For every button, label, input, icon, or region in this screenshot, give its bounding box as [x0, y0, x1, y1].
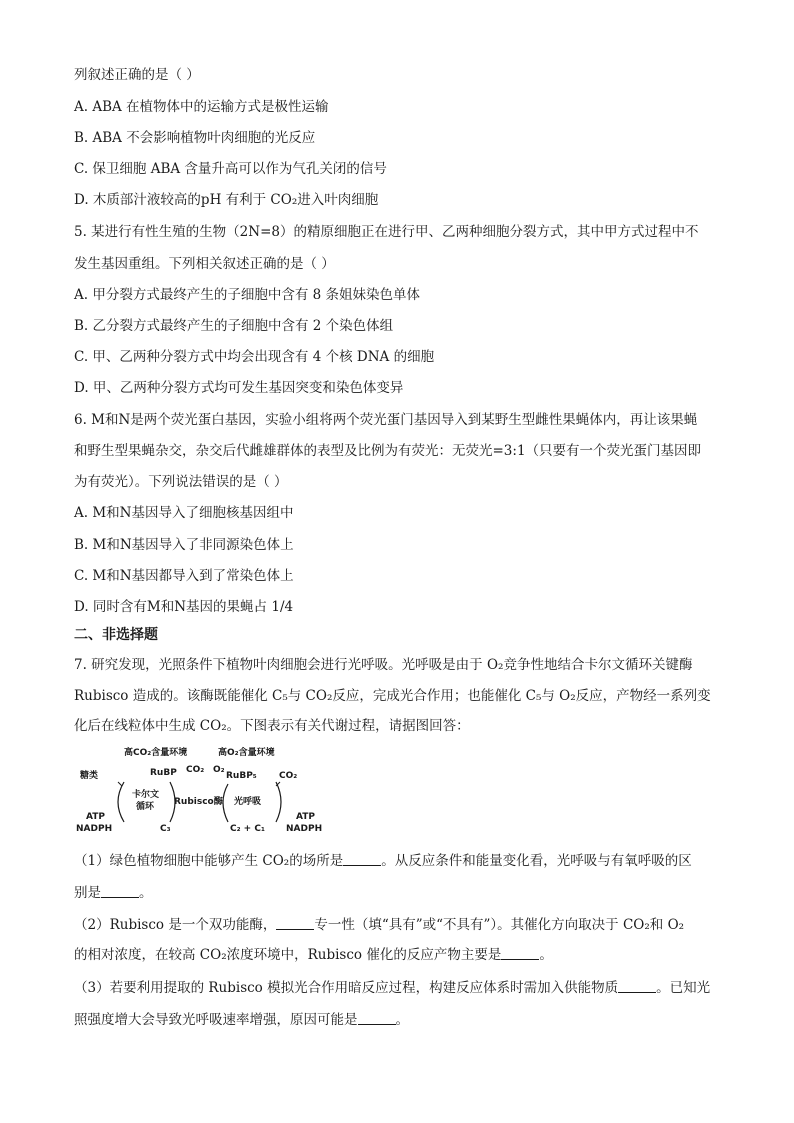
label-nadph-left: NADPH — [76, 824, 113, 834]
q6-option-c: C. M和N基因都导入到了常染色体上 — [74, 568, 294, 584]
arc-left-outer — [118, 782, 124, 822]
label-calvin-2: 循环 — [136, 802, 155, 812]
q7-sub2-text-d: 。 — [539, 947, 553, 963]
q5-stem-line2: 发生基因重组。下列相关叙述正确的是（ ） — [74, 256, 335, 272]
label-co2-right: CO₂ — [279, 771, 298, 781]
label-atp-left: ATP — [86, 812, 106, 822]
label-high-co2: 高CO₂含量环境 — [124, 748, 188, 758]
q6-option-a: A. M和N基因导入了细胞核基因组中 — [74, 505, 294, 521]
q7-sub1-text-c: 别是 — [74, 885, 101, 901]
q7-sub3-blank-1[interactable] — [618, 980, 656, 993]
q7-sub1-text-a: （1）绿色植物细胞中能够产生 CO₂的场所是 — [74, 853, 344, 869]
q4-option-a: A. ABA 在植物体中的运输方式是极性运输 — [74, 99, 329, 115]
arc-right-inner — [223, 784, 228, 822]
label-c2c1: C₂ + C₁ — [230, 824, 265, 834]
q4-option-d: D. 木质部汁液较高的pH 有利于 CO₂进入叶肉细胞 — [74, 192, 379, 208]
q5-option-a: A. 甲分裂方式最终产生的子细胞中含有 8 条姐妹染色单体 — [74, 287, 421, 303]
label-rubisco: Rubisco酶 — [174, 797, 223, 807]
q5-stem-line1: 5. 某进行有性生殖的生物（2N=8）的精原细胞正在进行甲、乙两种细胞分裂方式，其中甲方式过程中不 — [74, 224, 699, 240]
q7-sub1-blank-1[interactable] — [343, 853, 381, 866]
q7-sub3-text-a: （3）若要利用提取的 Rubisco 模拟光合作用暗反应过程，构建反应体系时需加入供能物质 — [74, 980, 619, 996]
q4-option-c: C. 保卫细胞 ABA 含量升高可以作为气孔关闭的信号 — [74, 161, 387, 177]
q7-sub1-line1 — [74, 853, 692, 869]
section-title: 二、非选择题 — [74, 627, 158, 643]
q7-sub3-blank-2[interactable] — [358, 1012, 396, 1025]
label-photorespiration: 光呼吸 — [234, 797, 262, 807]
q5-option-c: C. 甲、乙两种分裂方式中均会出现含有 4 个核 DNA 的细胞 — [74, 349, 435, 365]
label-nadph-right: NADPH — [286, 824, 323, 834]
q7-sub2-text-a: （2）Rubisco 是一个双功能酶， — [74, 917, 277, 933]
label-high-o2: 高O₂含量环境 — [218, 748, 275, 758]
q7-sub3-text-c: 照强度增大会导致光呼吸速率增强，原因可能是 — [74, 1012, 358, 1028]
q7-sub2-text-b: 专一性（填“具有”或“不具有”）。其催化方向取决于 CO₂和 O₂ — [314, 917, 685, 933]
q7-stem-line1: 7. 研究发现，光照条件下植物叶肉细胞会进行光呼吸。光呼吸是由于 O₂竞争性地结合卡尔文循环关键酶 — [74, 657, 693, 673]
q5-option-b: B. 乙分裂方式最终产生的子细胞中含有 2 个染色体组 — [74, 318, 394, 334]
q7-sub2-line1 — [74, 917, 684, 933]
q6-option-b: B. M和N基因导入了非同源染色体上 — [74, 537, 294, 553]
arc-right-outer — [276, 782, 281, 822]
label-c3: C₃ — [160, 824, 171, 834]
q7-sub1-text-d: 。 — [139, 885, 153, 901]
label-calvin-1: 卡尔文 — [132, 790, 160, 800]
metabolism-diagram — [72, 744, 342, 838]
q4-option-b: B. ABA 不会影响植物叶肉细胞的光反应 — [74, 130, 316, 146]
q7-sub2-line2 — [74, 947, 553, 963]
q7-sub1-text-b: 。从反应条件和能量变化看，光呼吸与有氧呼吸的区 — [381, 853, 692, 869]
q7-stem-line3: 化后在线粒体中生成 CO₂。下图表示有关代谢过程，请据图回答： — [74, 718, 470, 734]
label-atp-right: ATP — [296, 812, 316, 822]
label-o2-mid: O₂ — [213, 765, 225, 775]
q5-option-d: D. 甲、乙两种分裂方式均可发生基因突变和染色体变异 — [74, 380, 404, 396]
label-sugar: 糖类 — [80, 771, 99, 781]
label-rubp-right: RuBP₅ — [226, 771, 257, 781]
q7-sub3-text-b: 。已知光 — [656, 980, 711, 996]
q7-sub3-text-d: 。 — [395, 1012, 409, 1028]
q6-stem-line2: 和野生型果蝇杂交，杂交后代雌雄群体的表型及比例为有荧光：无荧光=3:1（只要有一个荧光蛋门基因即 — [74, 443, 702, 459]
arrow-head-left — [118, 782, 122, 786]
q7-sub1-line2 — [74, 885, 153, 901]
q7-sub2-blank-1[interactable] — [276, 917, 314, 930]
q7-sub2-text-c: 的相对浓度，在较高 CO₂浓度环境中，Rubisco 催化的反应产物主要是 — [74, 947, 502, 963]
q6-option-d: D. 同时含有M和N基因的果蝇占 1/4 — [74, 599, 294, 615]
q4-stem-tail: 列叙述正确的是（ ） — [74, 67, 200, 83]
q7-sub3-line2 — [74, 1012, 409, 1028]
label-co2-mid: CO₂ — [186, 765, 205, 775]
q7-sub3-line1 — [74, 980, 710, 996]
q7-stem-line2: Rubisco 造成的。该酶既能催化 C₅与 CO₂反应，完成光合作用；也能催化 C₅与 O₂反应，产物经一系列变 — [74, 688, 711, 704]
q6-stem-line1: 6. M和N是两个荧光蛋白基因，实验小组将两个荧光蛋门基因导入到某野生型雌性果蝇体内，再让该果蝇 — [74, 412, 698, 428]
label-rubp-left: RuBP — [150, 768, 177, 778]
q6-stem-line3: 为有荧光）。下列说法错误的是（ ） — [74, 474, 288, 490]
q7-sub1-blank-2[interactable] — [101, 885, 139, 898]
q7-sub2-blank-2[interactable] — [501, 947, 539, 960]
